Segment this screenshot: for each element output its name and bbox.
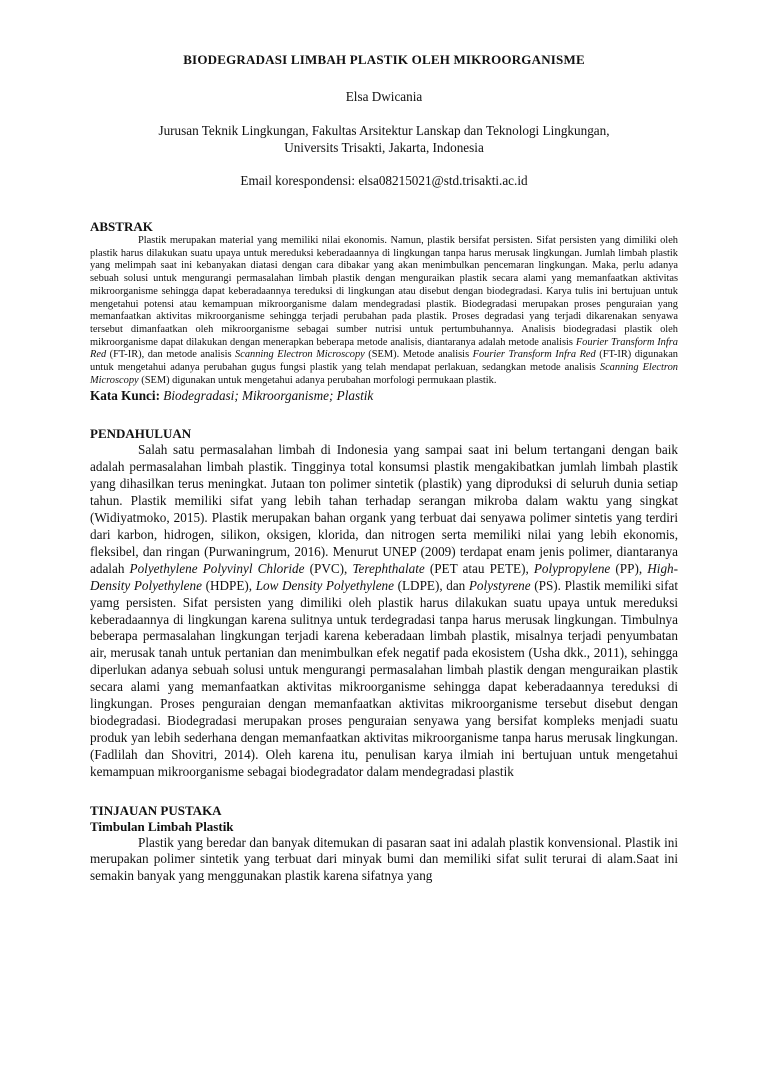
keywords-value: Biodegradasi; Mikroorganisme; Plastik xyxy=(159,388,374,404)
abstract-term: Fourier Transform Infra Red xyxy=(90,336,678,361)
literature-review-paragraph: Plastik yang beredar dan banyak ditemukan di pasaran saat ini adalah plastik konvensional. Plastik ini merupakan polimer sintetik yang terbuat dari minyak bumi dan memiliki sifat sulit terurai di alam.Saat ini semakin banyak yang menggunakan plastik karena sifatnya yang xyxy=(90,834,678,884)
affiliation xyxy=(90,122,678,156)
intro-text: (PET atau PETE), xyxy=(424,560,534,576)
intro-text: (LDPE), dan xyxy=(394,577,469,593)
paper-page xyxy=(0,52,768,1076)
intro-text: (PVC), xyxy=(304,560,353,576)
intro-text: (HDPE), xyxy=(201,577,256,593)
abstract-heading: ABSTRAK xyxy=(90,219,153,234)
author-name: Elsa Dwicania xyxy=(345,89,423,104)
abstract-term: Scanning Electron Microscopy xyxy=(90,362,678,386)
introduction-heading: PENDAHULUAN xyxy=(90,426,192,442)
abstract-term: Fourier Transform Infra Red xyxy=(472,349,596,361)
abstract-paragraph xyxy=(90,235,678,387)
intro-term: Terephthalate xyxy=(352,560,425,576)
plastic-waste-subheading: Timbulan Limbah Plastik xyxy=(90,818,234,834)
correspondence-email: Email korespondensi: elsa08215021@std.trisakti.ac.id xyxy=(240,173,528,188)
abstract-text: (SEM) digunakan untuk mengetahui adanya perubahan morfologi permukaan plastik. xyxy=(138,374,497,386)
abstract-text: Plastik merupakan material yang memiliki nilai ekonomis. Namun, plastik bersifat persisten. Sifat persisten yang dimiliki oleh plastik harus dilakukan suatu upaya untuk mereduksi keberadaannya di lingkungan tanpa harus merusak lingkungan. Jumlah limbah plastik yang melimpah saat ini kebanyakan diatasi dengan cara dibakar yang akan menimbulkan pencemaran lingkungan. Maka, perlu adanya sebuah solusi untuk mengurangi permasalahan limbah plastik dengan menguraikan plastik secara alami yang memanfaatkan aktivitas mikroorganisme sehingga dapat keberadaannya tereduksi di lingkungan atau disebut dengan biodegradasi. Karya tulis ini bertujuan untuk mengetahui potensi atau kemampuan mikroorganisme dalam mendegradasi plastik. Biodegradasi merupakan proses penguraian yang memanfaatkan aktivitas mikroorganisme sehingga terjadi perubahan pada plastik. Proses degradasi yang terjadi dikarenakan senyawa tersebut dimanfaatkan oleh mikroorganisme sebagai sumber nutrisi untuk pertumbuhannya. Analisis biodegradasi plastik oleh mikroorganisme dapat dilakukan dengan menerapkan beberapa metode analisis, diantaranya adalah metode analisis xyxy=(90,235,678,348)
paper-title: BIODEGRADASI LIMBAH PLASTIK OLEH MIKROORGANISME xyxy=(183,52,585,67)
intro-text: Salah satu permasalahan limbah di Indonesia yang sampai saat ini belum tertangani dengan baik adalah permasalahan limbah plastik. Tingginya total konsumsi plastik mengakibatkan jumlah limbah plastik yang dihasilkan terus meningkat. Jutaan ton polimer sintetik (plastik) yang diproduksi di seluruh dunia setiap tahun. Plastik memiliki sifat yang lebih tahan terhadap serangan mikroba dalam waktu yang singkat (Widiyatmoko, 2015). Plastik merupakan bahan organk yang terbuat dai senyawa polimer sintetis yang terdiri dari karbon, hidrogen, silikon, oksigen, klorida, dan nitrogen serta memiliki nilai yang lebih ekonomis, fleksibel, dan ringan (Purwaningrum, 2016). Menurut UNEP (2009) terdapat enam jenis polimer, diantaranya adalah xyxy=(90,442,678,576)
affiliation-line-2: Universits Trisakti, Jakarta, Indonesia xyxy=(284,140,484,155)
intro-term: Polypropylene xyxy=(533,560,611,576)
intro-text: (PS). Plastik memiliki sifat yamg persisten. Sifat persisten yang dimiliki oleh plastik harus dilakukan suatu upaya untuk mereduksi keberadaannya di lingkungan karena sulitnya untuk terdegradasi tanpa harus merusak lingkungan. Timbulnya beberapa permasalahan lingkungan terjadi karena keberadaan limbah plastik, misalnya terjadi penyumbatan air, merusak tanah untuk pertanian dan menimbulkan efek negatif pada ekosistem (Usha dkk., 2011), sehingga diperlukan adanya sebuah solusi untuk mengurangi permasalahan limbah plastik dengan menguraikan plastik secara alami yang memanfaatkan aktivitas mikroorganisme sehingga dapat keberadaannya tereduksi di lingkungan. Proses penguraian dengan memanfaatkan aktivitas mikroorganisme tersebut disebut dengan biodegradasi. Biodegradasi merupakan proses penguraian senyawa yang bersifat kompleks menjadi suatu produk yan lebih sederhana dengan memanfaatkan aktivitas mikroorganisme tanpa harus merusak lingkungan. (Fadlilah dan Shovitri, 2014). Oleh karena itu, penulisan karya ilmiah ini bertujuan untuk mengetahui kemampuan mikroorganisme sebagai biodegradator dalam mendegradasi plastik xyxy=(90,577,678,779)
intro-term: Low Density Polyethylene xyxy=(255,577,394,593)
intro-text: (PP), xyxy=(610,560,648,576)
intro-term: Polyethylene Polyvinyl Chloride xyxy=(129,560,305,576)
keywords-label: Kata Kunci: xyxy=(90,388,160,404)
intro-term: High-Density Polyethylene xyxy=(90,560,679,593)
affiliation-line-1: Jurusan Teknik Lingkungan, Fakultas Arsitektur Lanskap dan Teknologi Lingkungan, xyxy=(158,123,610,138)
abstract-text: (FT-IR), dan metode analisis xyxy=(106,349,236,361)
abstract-text: (FT-IR) digunakan untuk mengetahui adanya perubahan gugus fungsi plastik yang telah mendapat perlakuan, sedangkan metode analisis xyxy=(90,349,679,374)
abstract-text: (SEM). Metode analisis xyxy=(364,349,473,361)
keywords xyxy=(90,388,678,404)
intro-term: Polystyrene xyxy=(468,577,531,593)
literature-review-heading: TINJAUAN PUSTAKA xyxy=(90,802,222,818)
introduction-paragraph xyxy=(90,442,678,780)
abstract-body xyxy=(90,235,678,387)
abstract-term: Scanning Electron Microscopy xyxy=(235,349,365,361)
